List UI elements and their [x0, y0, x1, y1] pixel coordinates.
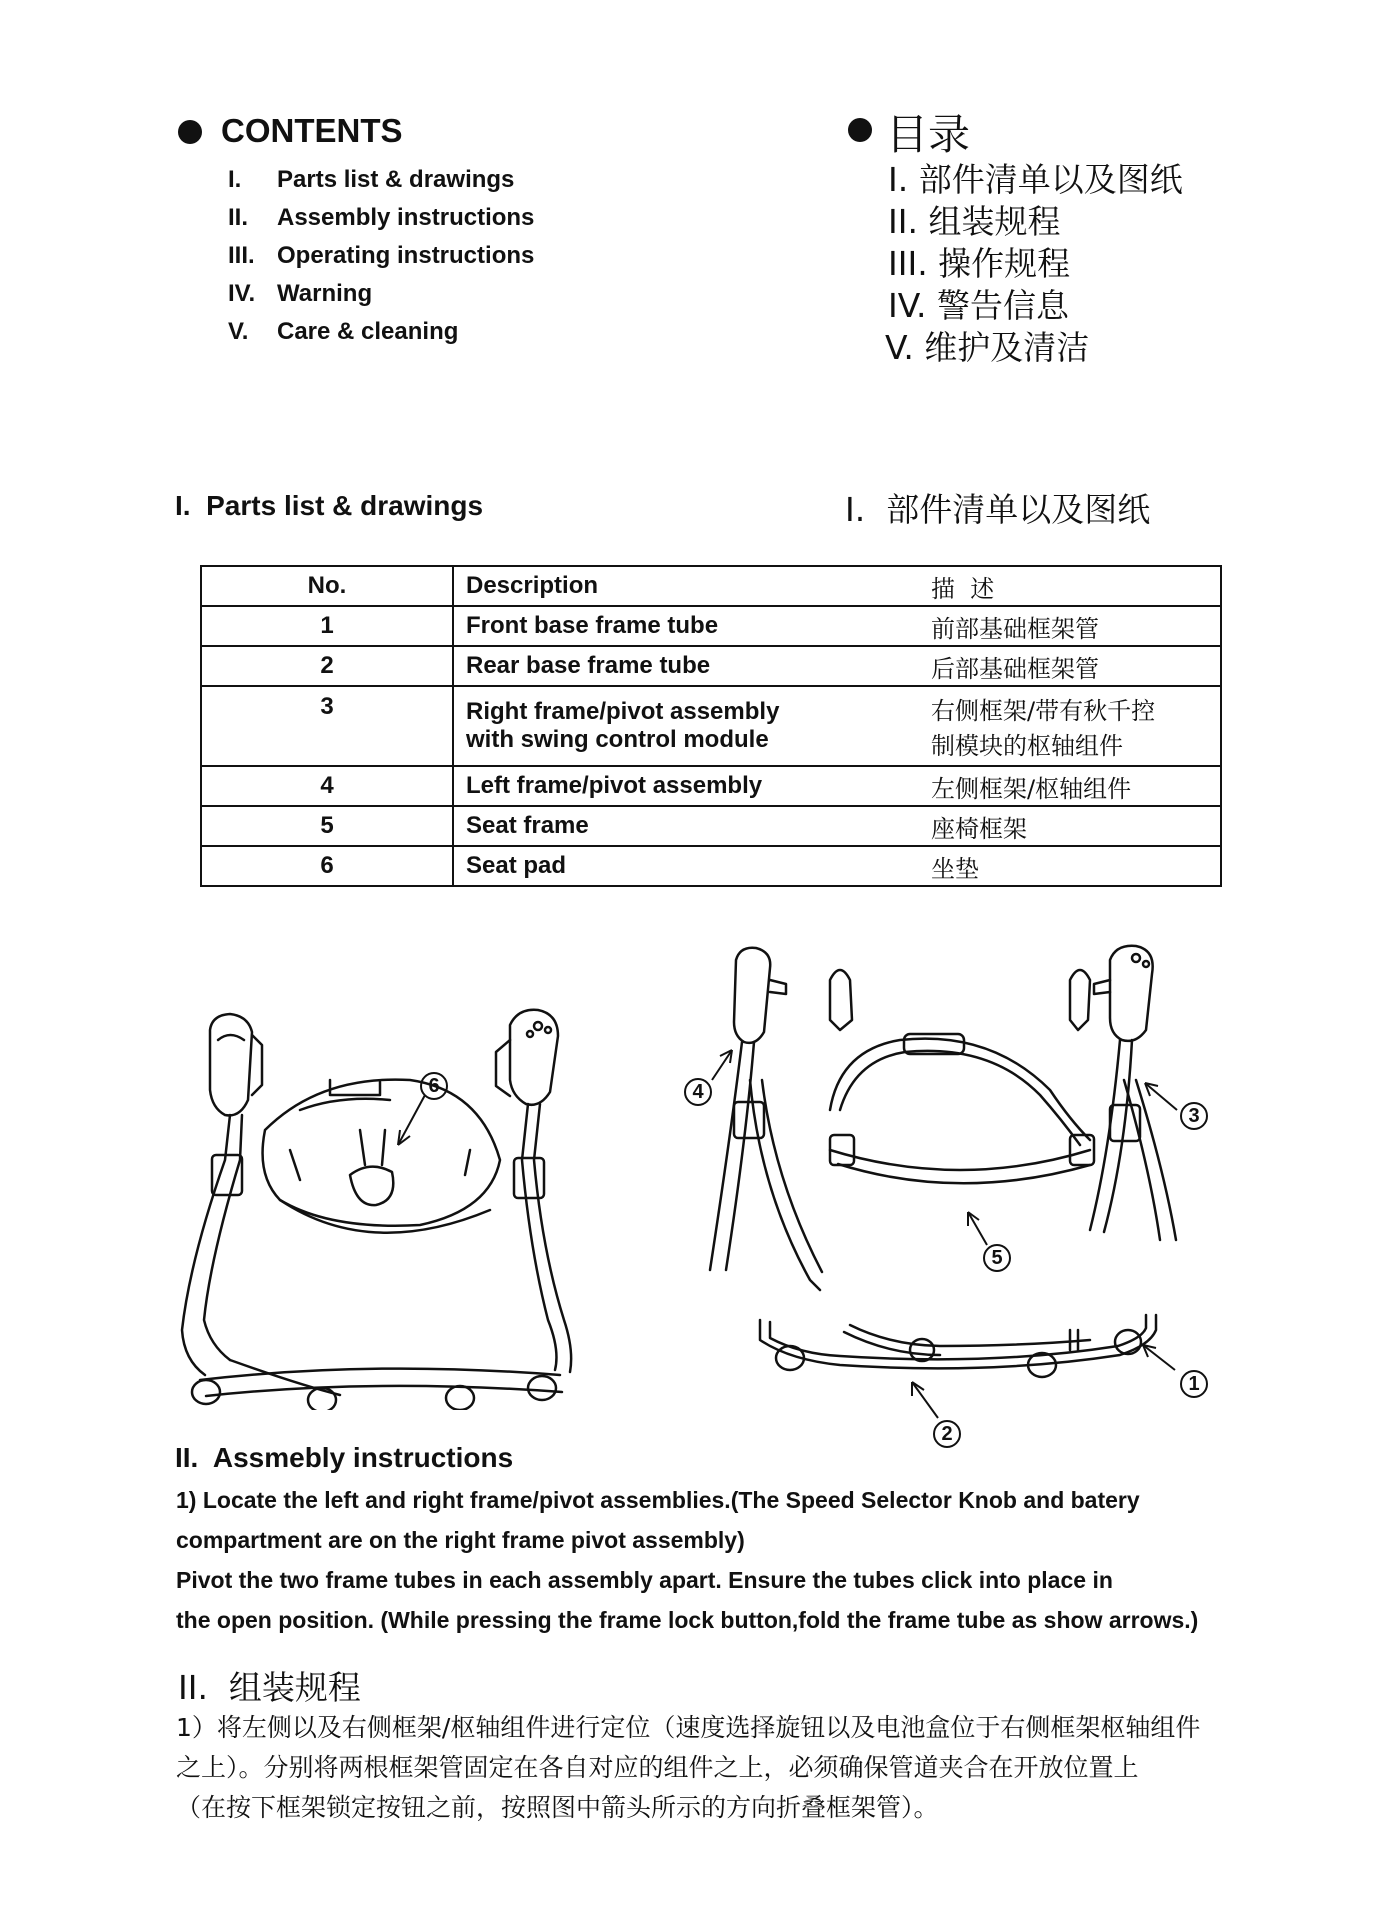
section2-para-en-line2: compartment are on the right frame pivot assembly) — [176, 1527, 745, 1553]
callout-4: 4 — [684, 1078, 712, 1106]
section2-title-en: II. Assmebly instructions — [175, 1442, 514, 1473]
toc-item-2: Assembly instructions — [277, 204, 535, 231]
contents-title: CONTENTS — [221, 112, 403, 149]
row-desc-cn: 坐垫 — [931, 854, 979, 883]
section2-paragraph-en — [176, 1480, 1376, 1640]
section2-para-cn-line1: 1）将左侧以及右侧框架/枢轴组件进行定位（速度选择旋钮以及电池盒位于右侧框架枢轴组件 — [176, 1713, 1201, 1742]
row-no: 5 — [201, 806, 453, 846]
toc-item-1: Parts list & drawings — [277, 166, 515, 193]
toc-num-4: IV. — [228, 280, 256, 307]
section2-paragraph-cn — [176, 1708, 1376, 1828]
section2-para-en-line1: 1) Locate the left and right frame/pivot assemblies.(The Speed Selector Knob and batery — [176, 1487, 1140, 1513]
section2-title-cn: II. 组装规程 — [178, 1668, 361, 1707]
row-no: 6 — [201, 846, 453, 886]
header-no: No. — [201, 566, 453, 606]
toc-cn-item-4: IV. 警告信息 — [888, 286, 1070, 325]
toc-item-4: Warning — [277, 280, 373, 307]
row-desc-cn-line2: 制模块的枢轴组件 — [931, 732, 1123, 760]
section1-title-cn: I. 部件清单以及图纸 — [845, 490, 1151, 529]
row-desc-en-line1: Right frame/pivot assembly — [466, 698, 780, 725]
contents-cn-title: 目录 — [886, 110, 971, 159]
row-desc-cn: 前部基础框架管 — [931, 614, 1099, 643]
row-desc-en: Seat pad — [466, 852, 567, 879]
toc-cn-item-1: I. 部件清单以及图纸 — [888, 160, 1183, 199]
section1-title-en: I. Parts list & drawings — [175, 490, 484, 521]
callout-1: 1 — [1180, 1370, 1208, 1398]
toc-num-2: II. — [228, 204, 249, 231]
callout-3: 3 — [1180, 1102, 1208, 1130]
section2-para-cn-line2: 之上）。分别将两根框架管固定在各自对应的组件之上，必须确保管道夹合在开放位置上 — [176, 1753, 1139, 1782]
row-no: 4 — [201, 766, 453, 806]
section2-para-en-line3: Pivot the two frame tubes in each assembly apart. Ensure the tubes click into place in — [176, 1567, 1113, 1593]
callout-5: 5 — [983, 1244, 1011, 1272]
toc-cn-item-5: V. 维护及清洁 — [885, 328, 1090, 367]
section2-para-en-line4: the open position. (While pressing the frame lock button,fold the frame tube as show arrows.) — [176, 1607, 1199, 1633]
row-no: 2 — [201, 646, 453, 686]
row-desc-en: Left frame/pivot assembly — [466, 772, 763, 799]
row-desc-cn: 座椅框架 — [931, 814, 1027, 843]
toc-item-5: Care & cleaning — [277, 318, 459, 345]
row-desc-en-line2: with swing control module — [466, 726, 769, 753]
row-desc-en: Seat frame — [466, 812, 589, 839]
row-desc-cn: 左侧框架/枢轴组件 — [931, 774, 1132, 803]
header-desc-en: Description — [466, 572, 599, 599]
section2-para-cn-line3: （在按下框架锁定按钮之前，按照图中箭头所示的方向折叠框架管）。 — [176, 1793, 939, 1822]
row-desc-cn: 后部基础框架管 — [931, 654, 1099, 683]
row-desc-en: Front base frame tube — [466, 612, 719, 639]
row-no-text: 3 — [320, 693, 334, 720]
toc-cn-item-3: III. 操作规程 — [888, 244, 1071, 283]
toc-num-1: I. — [228, 166, 242, 193]
toc-item-3: Operating instructions — [277, 242, 535, 269]
toc-num-3: III. — [228, 242, 255, 269]
toc-num-5: V. — [228, 318, 249, 345]
header-desc-cn: 描 述 — [931, 574, 995, 603]
row-desc-en: Rear base frame tube — [466, 652, 711, 679]
row-no: 1 — [201, 606, 453, 646]
row-desc-cn-line1: 右侧框架/带有秋千控 — [931, 697, 1156, 725]
callout-2: 2 — [933, 1420, 961, 1448]
toc-cn-item-2: II. 组装规程 — [888, 202, 1061, 241]
callout-6: 6 — [420, 1072, 448, 1100]
